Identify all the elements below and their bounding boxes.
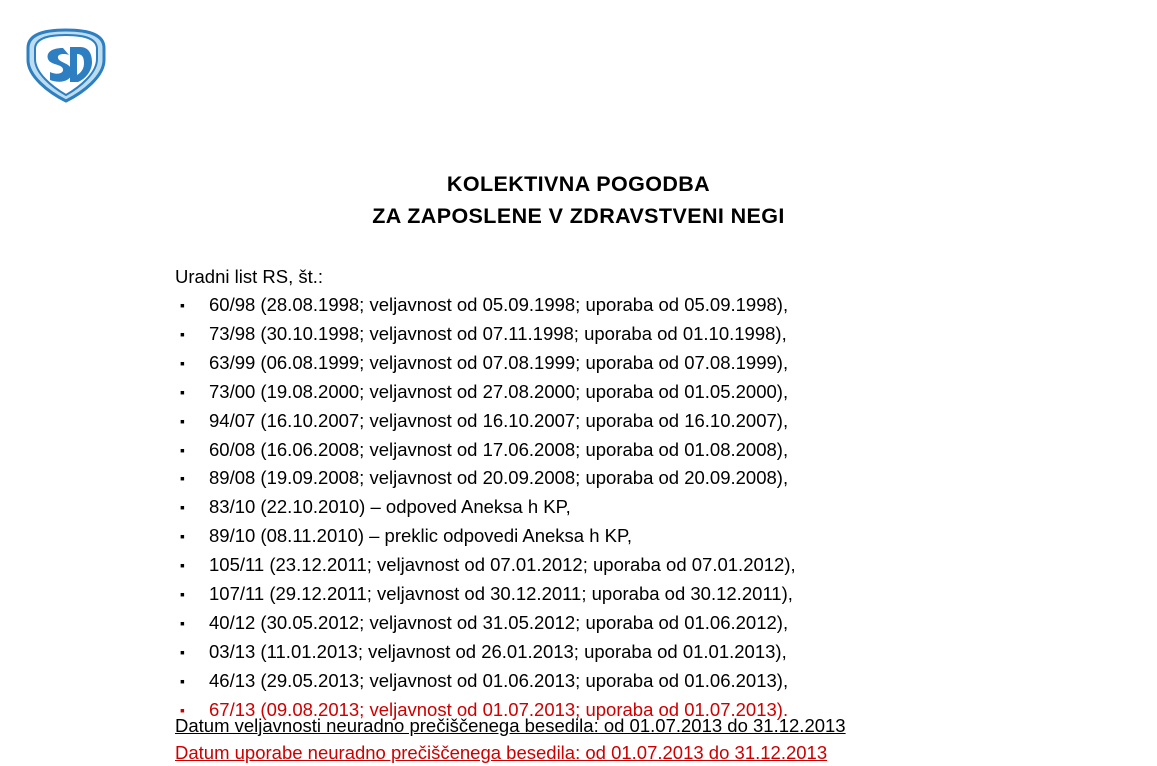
- list-item: [175, 291, 1075, 320]
- square-bullet-icon: ▪: [180, 643, 185, 660]
- list-item: [175, 320, 1075, 349]
- square-bullet-icon: ▪: [180, 354, 185, 371]
- square-bullet-icon: ▪: [180, 614, 185, 631]
- list-item: [175, 378, 1075, 407]
- list-item-label: 60/98 (28.08.1998; veljavnost od 05.09.1998; uporaba od 05.09.1998),: [209, 294, 789, 315]
- validity-footer: [175, 712, 1135, 766]
- list-item-label: 73/98 (30.10.1998; veljavnost od 07.11.1998; uporaba od 01.10.1998),: [209, 322, 787, 344]
- validity-date-line: Datum veljavnosti neuradno prečiščenega besedila: od 01.07.2013 do 31.12.2013: [175, 715, 846, 736]
- square-bullet-icon: ▪: [180, 701, 185, 718]
- list-item-label: 89/08 (19.09.2008; veljavnost od 20.09.2008; uporaba od 20.09.2008),: [209, 467, 789, 489]
- square-bullet-icon: ▪: [180, 325, 185, 342]
- square-bullet-icon: ▪: [180, 441, 185, 458]
- gazette-reference-list: [175, 291, 1075, 725]
- square-bullet-icon: ▪: [180, 412, 185, 429]
- square-bullet-icon: ▪: [180, 672, 185, 689]
- square-bullet-icon: ▪: [180, 297, 185, 313]
- list-item-label: 03/13 (11.01.2013; veljavnost od 26.01.2013; uporaba od 01.01.2013),: [209, 640, 787, 662]
- list-item-label: 94/07 (16.10.2007; veljavnost od 16.10.2007; uporaba od 16.10.2007),: [209, 409, 789, 431]
- list-item-label: 60/08 (16.06.2008; veljavnost od 17.06.2008; uporaba od 01.08.2008),: [209, 438, 789, 460]
- list-item: [175, 667, 1075, 696]
- list-item-label: 40/12 (30.05.2012; veljavnost od 31.05.2012; uporaba od 01.06.2012),: [209, 611, 789, 633]
- list-item-label: 63/99 (06.08.1999; veljavnost od 07.08.1999; uporaba od 07.08.1999),: [209, 351, 789, 373]
- square-bullet-icon: ▪: [180, 383, 185, 400]
- list-item-label: 107/11 (29.12.2011; veljavnost od 30.12.2011; uporaba od 30.12.2011),: [209, 583, 793, 605]
- square-bullet-icon: ▪: [180, 499, 185, 516]
- list-item: [175, 638, 1075, 667]
- list-item-label: 83/10 (22.10.2010) – odpoved Aneksa h KP,: [209, 496, 571, 518]
- list-item: [175, 493, 1075, 522]
- list-item-label: 73/00 (19.08.2000; veljavnost od 27.08.2000; uporaba od 01.05.2000),: [209, 380, 789, 402]
- square-bullet-icon: ▪: [180, 470, 185, 487]
- list-item: [175, 436, 1075, 465]
- title-line-1: KOLEKTIVNA POGODBA: [446, 172, 711, 196]
- page-title: [0, 168, 1157, 232]
- sd-shield-logo: [22, 26, 110, 104]
- list-item-label: 89/10 (08.11.2010) – preklic odpovedi Aneksa h KP,: [209, 525, 633, 547]
- list-item: [175, 349, 1075, 378]
- body-content: [175, 262, 1075, 725]
- list-item: [175, 609, 1075, 638]
- intro-text: Uradni list RS, št.:: [175, 266, 324, 287]
- square-bullet-icon: ▪: [180, 586, 185, 603]
- square-bullet-icon: ▪: [180, 528, 185, 545]
- list-item: [175, 522, 1075, 551]
- list-item-label: 67/13 (09.08.2013; veljavnost od 01.07.2013; uporaba od 01.07.2013).: [209, 698, 789, 720]
- list-item: [175, 580, 1075, 609]
- list-item: [175, 464, 1075, 493]
- list-item-label: 105/11 (23.12.2011; veljavnost od 07.01.2012; uporaba od 07.01.2012),: [209, 554, 796, 576]
- usage-date-line: Datum uporabe neuradno prečiščenega besedila: od 01.07.2013 do 31.12.2013: [175, 742, 828, 763]
- list-item: [175, 551, 1075, 580]
- square-bullet-icon: ▪: [180, 557, 185, 574]
- title-line-2: ZA ZAPOSLENE V ZDRAVSTVENI NEGI: [372, 204, 785, 228]
- list-item: [175, 407, 1075, 436]
- list-item-label: 46/13 (29.05.2013; veljavnost od 01.06.2013; uporaba od 01.06.2013),: [209, 669, 789, 691]
